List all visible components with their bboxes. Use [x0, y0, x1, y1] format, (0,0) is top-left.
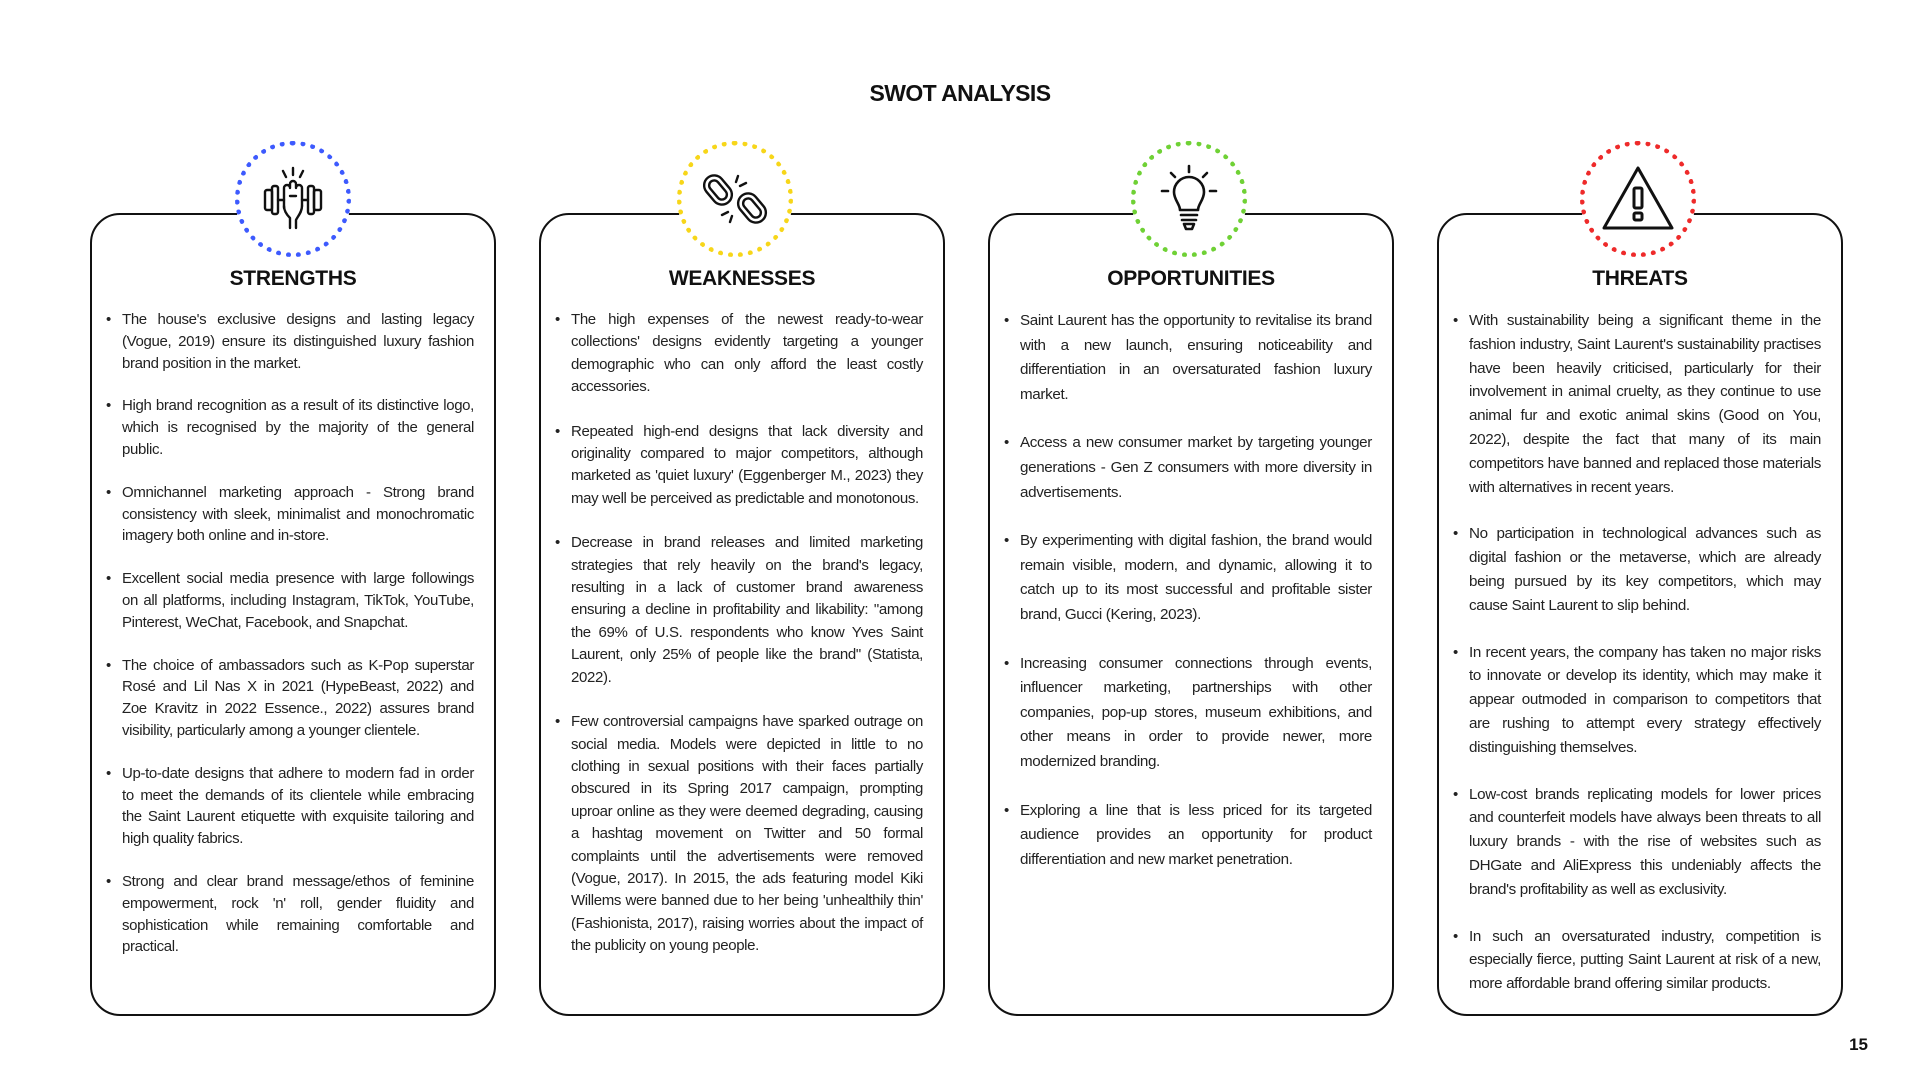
strengths-item: • Strong and clear brand message/ethos of feminine empowerment, rock 'n' roll, gender fluidity and sophistication while remaining comfortable and practical.	[106, 871, 474, 958]
threats-item: • Low-cost brands replicating models for lower prices and counterfeit models have always been threats to all luxury brands - with the rise of websites such as DHGate and AliExpress this undeniably affects the brand's profitability as well as exclusivity.	[1453, 783, 1821, 902]
threats-heading: THREATS	[1592, 267, 1688, 290]
strengths-badge	[235, 141, 351, 257]
opportunities-item: • Exploring a line that is less priced for its targeted audience provides an opportunity for product differentiation and new market penetration.	[1004, 799, 1372, 873]
opportunities-card	[988, 213, 1394, 1016]
strengths-item: • Excellent social media presence with large followings on all platforms, including Instagram, TikTok, YouTube, Pinterest, WeChat, Facebook, and Snapchat.	[106, 568, 474, 633]
weaknesses-item: • The high expenses of the newest ready-to-wear collections' designs evidently targeting a younger demographic who can only afford the least costly accessories.	[555, 309, 923, 399]
warning-triangle-icon	[1598, 162, 1678, 236]
broken-chain-icon	[698, 162, 772, 236]
opportunities-item: • By experimenting with digital fashion, the brand would remain visible, modern, and dynamic, allowing it to catch up to its most successful and profitable sister brand, Gucci (Kering, 2023).	[1004, 529, 1372, 627]
light-bulb-icon	[1152, 162, 1226, 236]
threats-item: • In such an oversaturated industry, competition is especially fierce, putting Saint Laurent at risk of a new, more affordable brand offering similar products.	[1453, 925, 1821, 996]
strengths-card	[90, 213, 496, 1016]
threats-list	[1453, 309, 1821, 1019]
weaknesses-item: • Repeated high-end designs that lack diversity and originality compared to major competitors, although marketed as 'quiet luxury' (Eggenberger M., 2023) they may well be perceived as predictable and monotonous.	[555, 421, 923, 511]
threats-item: • With sustainability being a significant theme in the fashion industry, Saint Laurent's sustainability practises have been heavily criticised, particularly for their involvement in animal cruelty, as they continue to use animal fur and exotic animal skins (Good on You, 2022), despite the fact that many of its main competitors have banned and replaced those materials with alternatives in recent years.	[1453, 309, 1821, 499]
weaknesses-card	[539, 213, 945, 1016]
opportunities-list	[1004, 309, 1372, 896]
strengths-item: • High brand recognition as a result of its distinctive logo, which is recognised by the majority of the general public.	[106, 395, 474, 460]
weaknesses-badge	[677, 141, 793, 257]
weaknesses-list	[555, 309, 923, 980]
opportunities-item: • Access a new consumer market by targeting younger generations - Gen Z consumers with more diversity in advertisements.	[1004, 431, 1372, 505]
weaknesses-item: • Decrease in brand releases and limited marketing strategies that rely heavily on the brand's legacy, resulting in a lack of customer brand awareness ensuring a decline in profitability and likability: "among the 69% of U.S. respondents who know Yves Saint Laurent, only 25% of people like the brand" (Statista, 2022).	[555, 532, 923, 689]
threats-item: • In recent years, the company has taken no major risks to innovate or develop its identity, which may make it appear outmoded in comparison to competitors that are rushing to attempt every strategy effectively distinguishing themselves.	[1453, 641, 1821, 760]
opportunities-item: • Increasing consumer connections through events, influencer marketing, partnerships with other companies, pop-up stores, museum exhibitions, and other means in order to provide newer, more modernized branding.	[1004, 652, 1372, 775]
strengths-heading: STRENGTHS	[229, 267, 357, 290]
strengths-item: • The house's exclusive designs and lasting legacy (Vogue, 2019) ensure its distinguished luxury fashion brand position in the market.	[106, 309, 474, 374]
strengths-item: • The choice of ambassadors such as K-Pop superstar Rosé and Lil Nas X in 2021 (HypeBeast, 2022) and Zoe Kravitz in 2022 Essence., 2022) assures brand visibility, particularly among a younger clientele.	[106, 655, 474, 742]
strengths-item: • Omnichannel marketing approach - Strong brand consistency with sleek, minimalist and monochromatic imagery both online and in-store.	[106, 482, 474, 547]
page-title: SWOT ANALYSIS	[869, 80, 1051, 106]
strengths-item: • Up-to-date designs that adhere to modern fad in order to meet the demands of its clientele while embracing the Saint Laurent etiquette with exquisite tailoring and high quality fabrics.	[106, 763, 474, 850]
opportunities-heading: OPPORTUNITIES	[1107, 267, 1275, 290]
threats-badge	[1580, 141, 1696, 257]
page-number: 15	[1849, 1035, 1868, 1054]
opportunities-item: • Saint Laurent has the opportunity to revitalise its brand with a new launch, ensuring noticeability and differentiation in an oversaturated fashion luxury market.	[1004, 309, 1372, 407]
weaknesses-heading: WEAKNESSES	[668, 267, 816, 290]
strong-arm-icon	[256, 162, 330, 236]
strengths-list	[106, 309, 474, 979]
weaknesses-item: • Few controversial campaigns have sparked outrage on social media. Models were depicted in little to no clothing in sexual positions with their faces partially obscured in its Spring 2017 campaign, prompting uproar online as they were deemed degrading, causing a hashtag movement on Twitter and 50 formal complaints until the advertisements were removed (Vogue, 2017). In 2015, the ads featuring model Kiki Willems were banned due to her being 'unhealthily thin' (Fashionista, 2017), raising worries about the impact of the publicity on young people.	[555, 711, 923, 957]
opportunities-badge	[1131, 141, 1247, 257]
threats-item: • No participation in technological advances such as digital fashion or the metaverse, which are already being pursued by its key competitors, which may cause Saint Laurent to slip behind.	[1453, 522, 1821, 617]
threats-card	[1437, 213, 1843, 1016]
